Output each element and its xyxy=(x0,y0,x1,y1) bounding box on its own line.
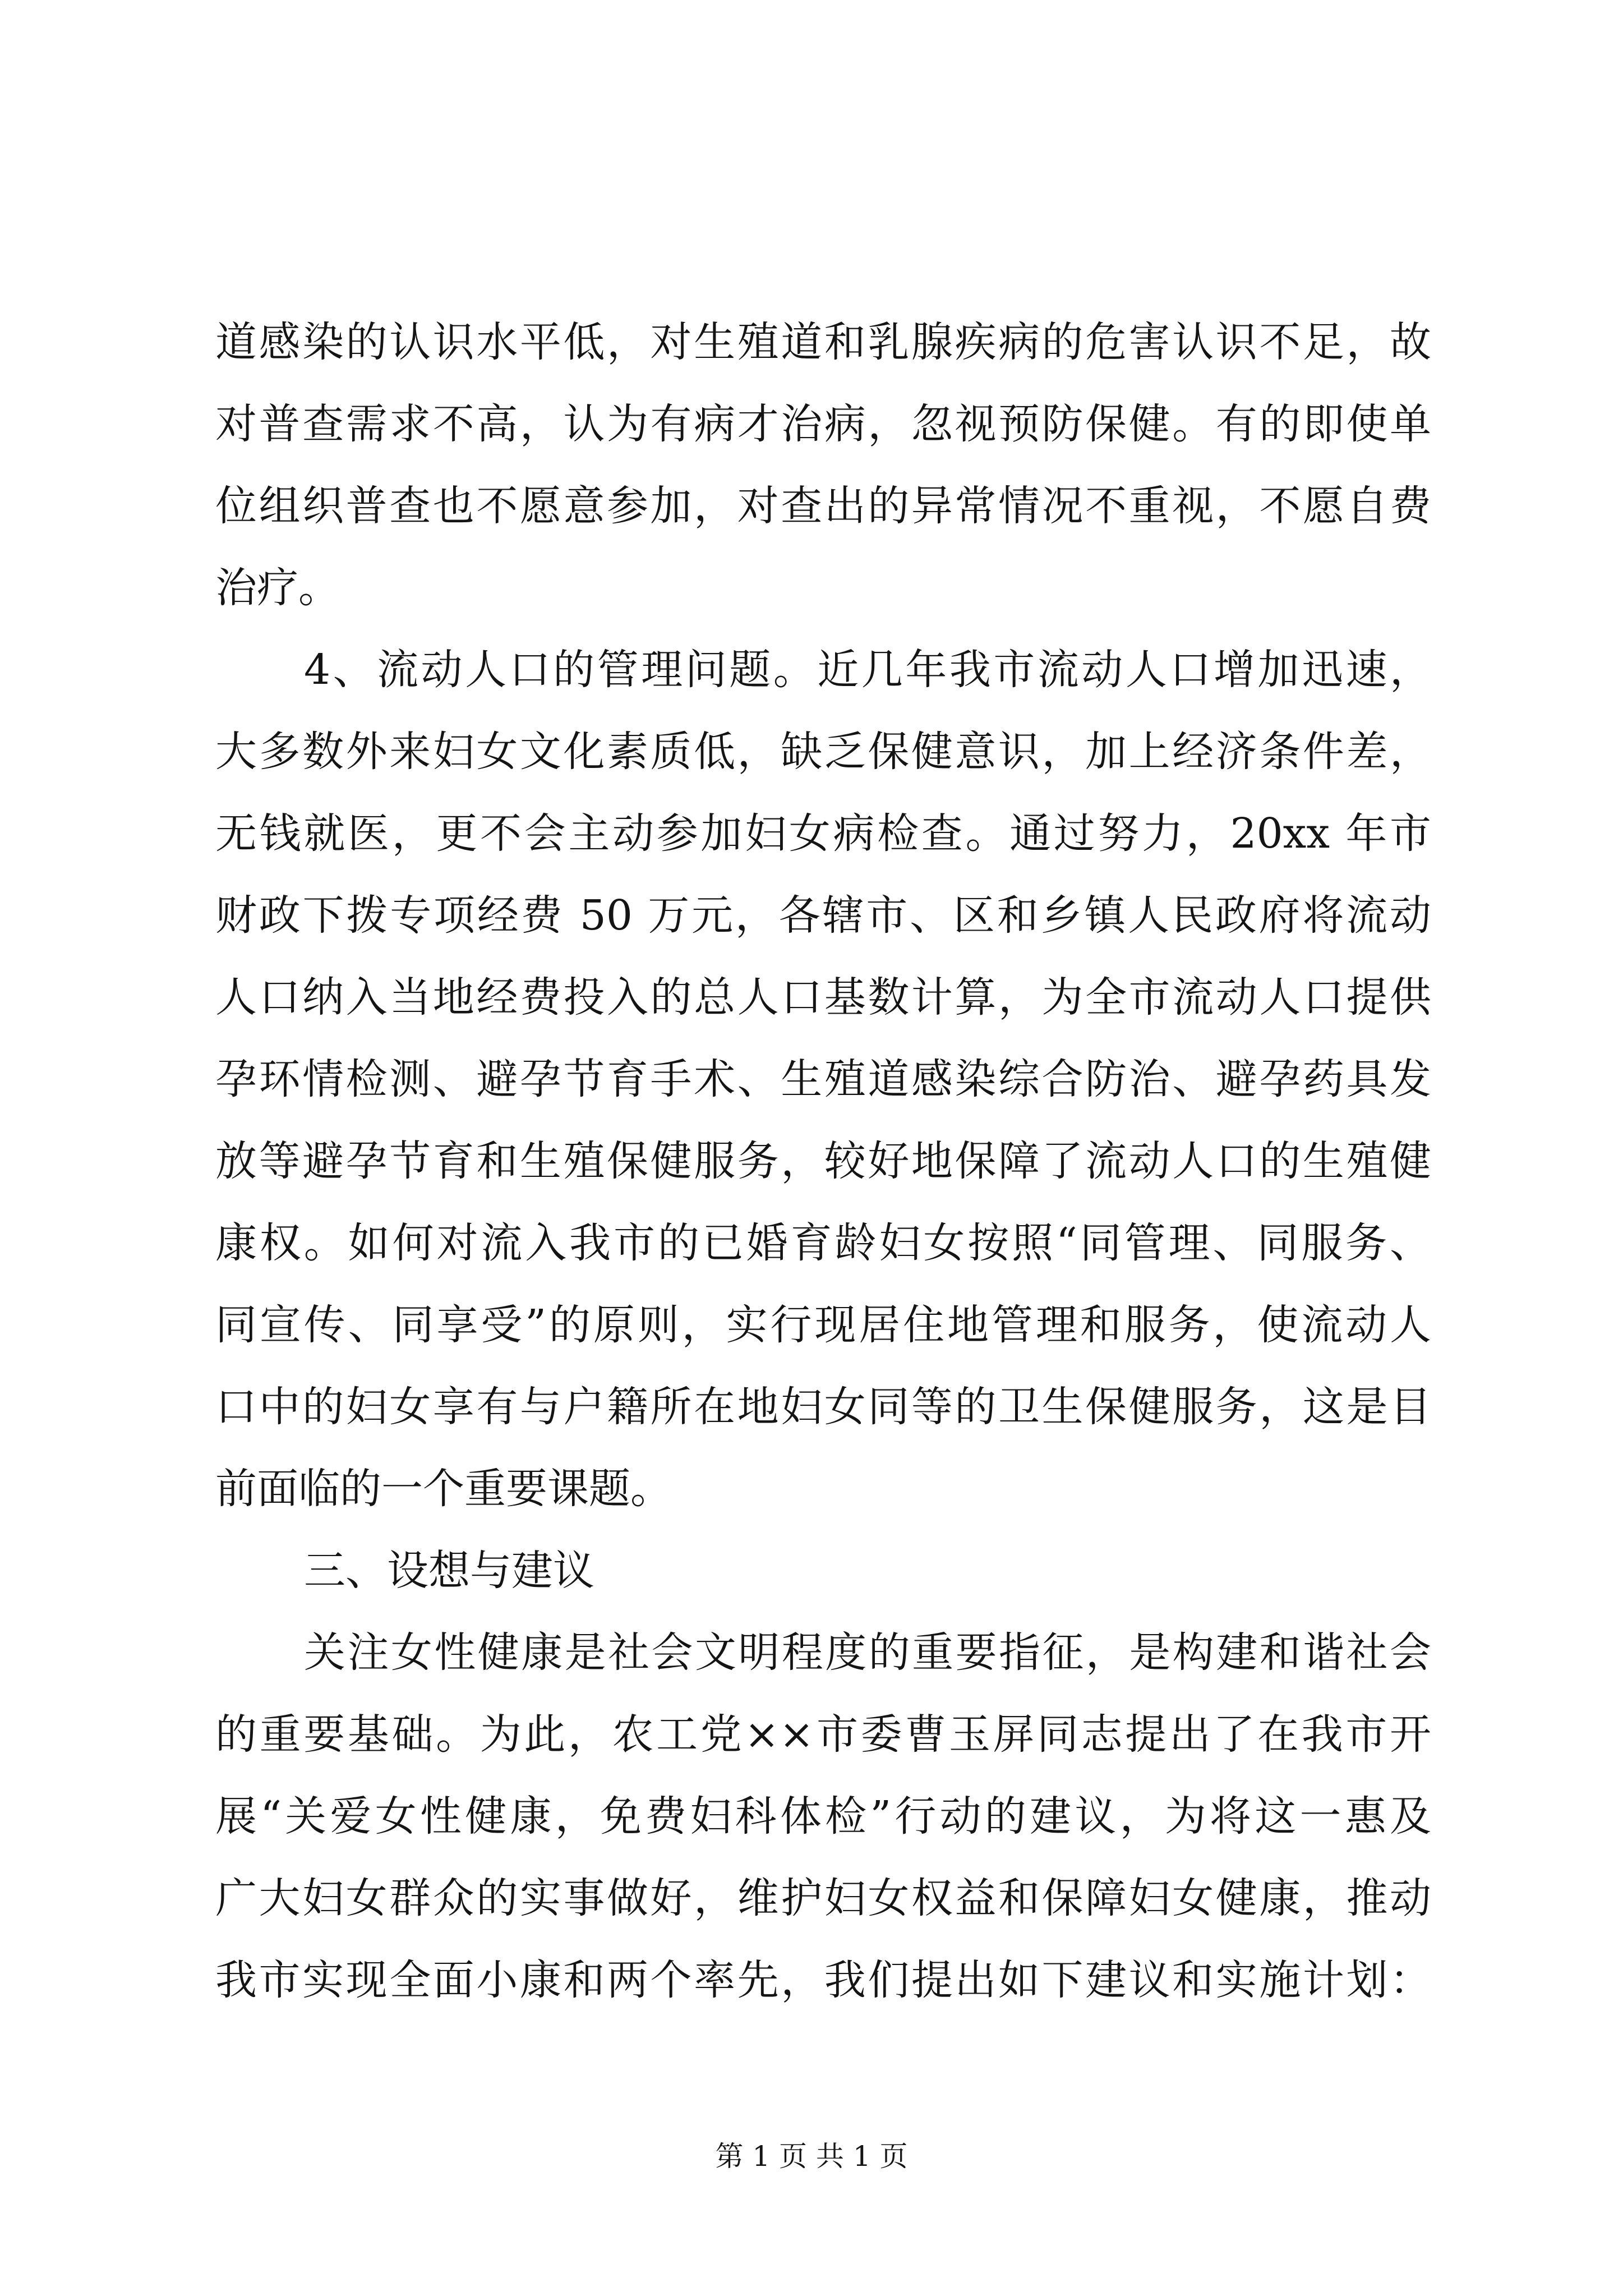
text-line: 大多数外来妇女文化素质低，缺乏保健意识，加上经济条件差， xyxy=(215,728,1431,776)
paragraph-suggestions xyxy=(215,1612,1431,2021)
text-line: 口中的妇女享有与户籍所在地妇女同等的卫生保健服务，这是目 xyxy=(215,1383,1431,1431)
text-line: 广大妇女群众的实事做好，维护妇女权益和保障妇女健康，推动 xyxy=(215,1874,1431,1922)
text-line: 道感染的认识水平低，对生殖道和乳腺疾病的危害认识不足，故 xyxy=(215,318,1431,366)
document-body xyxy=(215,301,1431,2021)
text-line: 前面临的一个重要课题。 xyxy=(215,1465,672,1513)
text-line: 财政下拨专项经费 50 万元，各辖市、区和乡镇人民政府将流动 xyxy=(215,891,1431,940)
text-line: 人口纳入当地经费投入的总人口基数计算，为全市流动人口提供 xyxy=(215,973,1431,1022)
text-line: 孕环情检测、避孕节育手术、生殖道感染综合防治、避孕药具发 xyxy=(215,1055,1431,1103)
text-line: 展“关爱女性健康，免费妇科体检”行动的建议，为将这一惠及 xyxy=(215,1792,1431,1841)
text-line: 放等避孕节育和生殖保健服务，较好地保障了流动人口的生殖健 xyxy=(215,1137,1431,1185)
text-line: 关注女性健康是社会文明程度的重要指征，是构建和谐社会 xyxy=(304,1628,1431,1677)
text-line: 我市实现全面小康和两个率先，我们提出如下建议和实施计划： xyxy=(215,1956,1431,2004)
text-line: 位组织普查也不愿意参加，对查出的异常情况不重视，不愿自费 xyxy=(215,482,1431,530)
section-heading-text: 三、设想与建议 xyxy=(304,1547,594,1595)
page-footer: 第 1 页 共 1 页 xyxy=(715,2140,908,2173)
text-line: 无钱就医，更不会主动参加妇女病检查。通过努力，20xx 年市 xyxy=(215,809,1431,858)
text-line: 同宣传、同享受”的原则，实行现居住地管理和服务，使流动人 xyxy=(215,1301,1431,1349)
text-line: 治疗。 xyxy=(215,564,340,612)
section-heading xyxy=(215,1530,1431,1612)
text-line: 的重要基础。为此，农工党××市委曹玉屏同志提出了在我市开 xyxy=(215,1710,1431,1759)
text-line: 对普查需求不高，认为有病才治病，忽视预防保健。有的即使单 xyxy=(215,400,1431,448)
paragraph-continuation xyxy=(215,301,1431,629)
text-line: 4、流动人口的管理问题。近几年我市流动人口增加迅速， xyxy=(304,646,1431,694)
paragraph-floating-population xyxy=(215,629,1431,1530)
text-line: 康权。如何对流入我市的已婚育龄妇女按照“同管理、同服务、 xyxy=(215,1219,1431,1267)
